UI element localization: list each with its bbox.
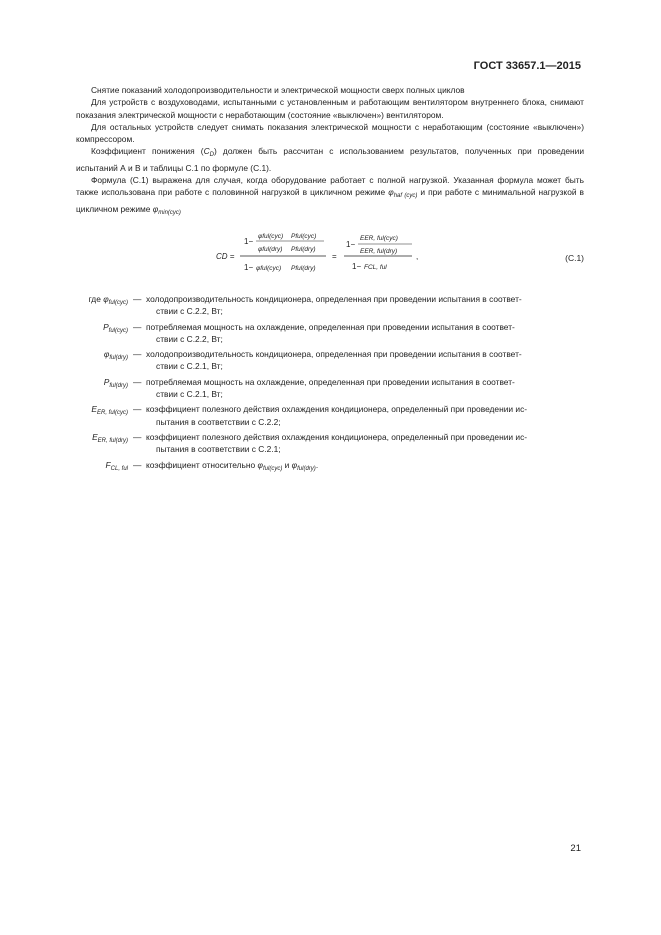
paragraph-1: Снятие показаний холодопроизводительности и электрической мощности сверх полных циклов — [91, 85, 465, 95]
definition-item: $F_{CL, ful}$ — коэффициент относительно $\varphi_{ful(cyc)}$ и $\varphi_{ful(dry)}$. — [105, 459, 319, 472]
formula-c1 — [76, 225, 584, 287]
svg-text:φful(dry): φful(dry) — [258, 245, 283, 253]
paragraph-3: Для остальных устройств следует снимать показания электрической мощности с неработающим (состояние «выключен») компрессором. — [76, 121, 584, 145]
svg-text:1−: 1− — [352, 261, 362, 271]
svg-text:FCL, ful: FCL, ful — [364, 263, 387, 271]
definition-item: $E_{ER, ful(cyc)}$ — коэффициент полезного действия охлаждения кондиционера, определенный при проведении ис- пытания в соответствии с С.2.2; — [91, 404, 528, 427]
formula-lhs: CD = — [216, 251, 235, 261]
svg-text:EER, ful(dry): EER, ful(dry) — [360, 247, 398, 255]
svg-text:Pful(dry): Pful(dry) — [291, 264, 316, 272]
svg-text:Pful(cyc): Pful(cyc) — [291, 232, 317, 240]
paragraph-2: Для устройств с воздуховодами, испытанными с установленным и работающим вентилятором внутреннего блока, снимают показания электрической мощности с неработающим (состояние «выключен») вентилятором. — [76, 97, 584, 120]
definitions-list — [76, 293, 584, 475]
svg-text:φful(cyc): φful(cyc) — [258, 232, 284, 240]
definition-item: $\varphi_{ful(dry)}$ — холодопроизводительность кондиционера, определенная при проведении испытания в соответ- ствии с С.2.1, Вт; — [103, 349, 522, 372]
document-body — [76, 84, 584, 478]
svg-text:=: = — [332, 251, 337, 261]
svg-text:1−: 1− — [244, 236, 254, 246]
definition-item: $P_{ful(dry)}$ — потребляемая мощность на охлаждение, определенная при проведении испытания в соответ- ствии с С.2.1, Вт; — [103, 376, 515, 400]
formula-graphic — [216, 225, 516, 287]
formula-number: (С.1) — [565, 252, 584, 263]
svg-text:φful(cyc): φful(cyc) — [256, 264, 282, 272]
paragraph-5: Формула (С.1) выражена для случая, когда оборудование работает с полной нагрузкой. Указанная формула может быть также использована при работе с половинной нагрузкой в цикличном режиме $\varphi_{haf (cyc)}$ и при работе с минимальной нагрузкой в цикличном режиме $\varphi_{min(cyc)}$ — [76, 175, 584, 216]
svg-text:EER, ful(cyc): EER, ful(cyc) — [360, 234, 398, 242]
definition-item: $E_{ER, ful(dry)}$ — коэффициент полезного действия охлаждения кондиционера, определенный при проведении ис- пытания в соответствии с С.2.1; — [92, 431, 528, 455]
definition-item: где $\varphi_{ful(cyc)}$ — холодопроизводительность кондиционера, определенная при проведении испытания в соответ- ствии с С.2.2, Вт; — [88, 293, 522, 317]
svg-text:,: , — [416, 251, 419, 261]
svg-text:Pful(dry): Pful(dry) — [291, 245, 316, 253]
page-number: 21 — [570, 843, 581, 854]
document-header: ГОСТ 33657.1—2015 — [473, 60, 581, 72]
svg-text:1−: 1− — [346, 239, 356, 249]
paragraph-4: Коэффициент понижения $(C_D)$ должен быть рассчитан с использованием результатов, полученных при проведении испытаний А и В и таблицы С.1 по формуле (С.1). — [76, 146, 584, 173]
svg-text:1−: 1− — [244, 262, 254, 272]
definition-item: $P_{ful(cyc)}$ — потребляемая мощность на охлаждение, определенная при проведении испытания в соответ- ствии с С.2.2, Вт; — [103, 321, 515, 344]
